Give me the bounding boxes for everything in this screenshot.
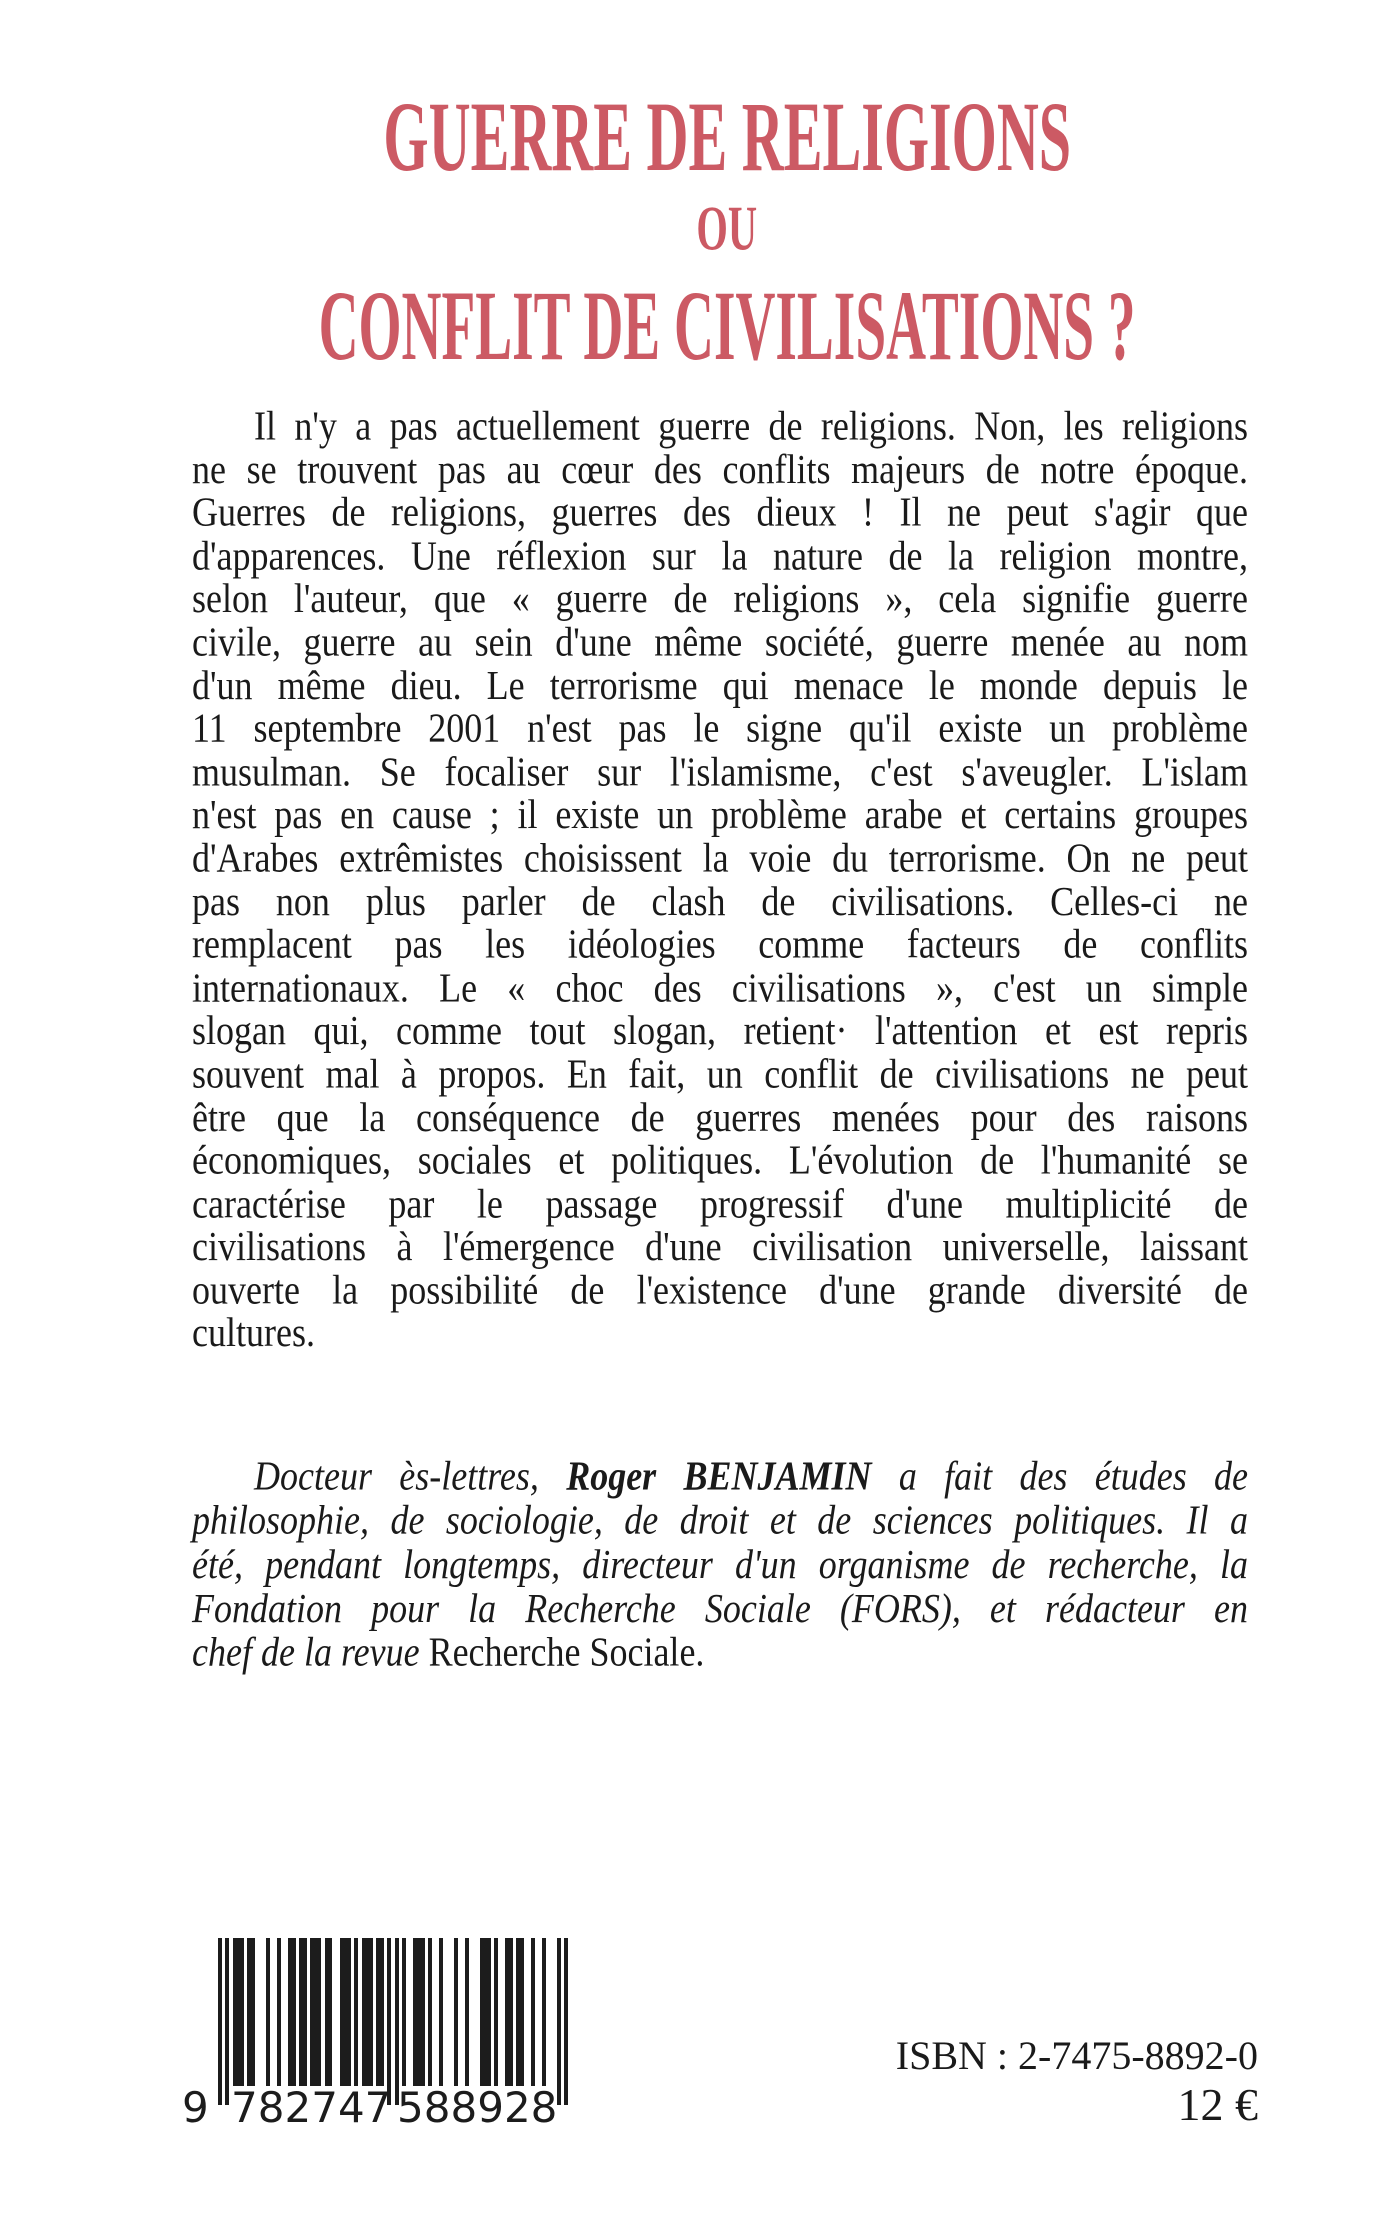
synopsis-line: ouverte la possibilité de l'existence d'une grande diversité de [192,1266,1248,1313]
bio-text: chef de la revue [192,1628,429,1675]
title-line2-text: CONFLIT DE CIVILISATIONS ? [318,272,1136,382]
barcode [182,1938,568,2133]
barcode-right-digits: 5 8 8 9 2 8 [397,2083,558,2132]
bio-line: philosophie, de sociologie, de droit et de sciences politiques. Il a [192,1496,1248,1543]
synopsis-line: cultures. [192,1309,315,1356]
author-bio [192,1454,1248,1674]
bio-line [192,1454,1248,1498]
synopsis-line: Il n'y a pas actuellement guerre de religions. Non, les religions [254,402,1248,449]
title-line1 [27,83,1400,193]
synopsis-line: d'apparences. Une réflexion sur la nature de la religion montre, [192,532,1248,579]
bio-text: Docteur ès-lettres, [254,1452,567,1499]
title-conjunction [27,192,1400,264]
journal-name: Recherche Sociale. [428,1628,705,1675]
synopsis-line: civile, guerre au sein d'une même société, guerre menée au nom [192,618,1248,665]
synopsis-line: selon l'auteur, que « guerre de religions », cela signifie guerre [192,575,1248,622]
synopsis-line: n'est pas en cause ; il existe un problème arabe et certains groupes [192,791,1248,838]
synopsis-line: civilisations à l'émergence d'une civilisation universelle, laissant [192,1223,1248,1270]
synopsis-line: ne se trouvent pas au cœur des conflits majeurs de notre époque. [192,445,1248,492]
bio-text: a fait des études de [871,1452,1248,1499]
synopsis-line: remplacent pas les idéologies comme facteurs de conflits [192,921,1248,968]
bio-line [192,1630,1248,1674]
title-line2 [27,272,1400,382]
bio-line: Fondation pour la Recherche Sociale (FORS), et rédacteur en [192,1584,1248,1631]
synopsis-line: pas non plus parler de clash de civilisations. Celles-ci ne [192,877,1248,924]
isbn-text: ISBN : 2-7475-8892-0 [895,2033,1258,2078]
synopsis-line: caractérise par le passage progressif d'une multiplicité de [192,1180,1248,1227]
synopsis-line: Guerres de religions, guerres des dieux ! Il ne peut s'agir que [192,489,1248,536]
author-name: Roger BENJAMIN [566,1452,872,1499]
barcode-left-digits: 7 8 2 7 4 7 [231,2083,392,2132]
synopsis-line: internationaux. Le « choc des civilisations », c'est un simple [192,964,1248,1011]
synopsis-line: souvent mal à propos. En fait, un conflit de civilisations ne peut [192,1050,1248,1097]
title-line1-text: GUERRE DE RELIGIONS [383,83,1071,193]
synopsis-line: musulman. Se focaliser sur l'islamisme, c'est s'aveugler. L'islam [192,748,1248,795]
synopsis-paragraph [192,402,1248,1356]
synopsis-line: économiques, sociales et politiques. L'évolution de l'humanité se [192,1137,1248,1183]
synopsis-line: slogan qui, comme tout slogan, retient· l'attention et est repris [192,1007,1248,1054]
title-conjunction-text: OU [696,192,758,264]
synopsis-line: 11 septembre 2001 n'est pas le signe qu'il existe un problème [192,705,1248,752]
price-text: 12 € [1177,2079,1258,2130]
bio-line: été, pendant longtemps, directeur d'un organisme de recherche, la [192,1540,1248,1587]
barcode-lead-digit: 9 [182,2083,209,2132]
synopsis-line: être que la conséquence de guerres menées pour des raisons [192,1093,1248,1140]
synopsis-line: d'un même dieu. Le terrorisme qui menace le monde depuis le [192,661,1248,708]
synopsis-line: d'Arabes extrêmistes choisissent la voie du terrorisme. On ne peut [192,834,1248,881]
